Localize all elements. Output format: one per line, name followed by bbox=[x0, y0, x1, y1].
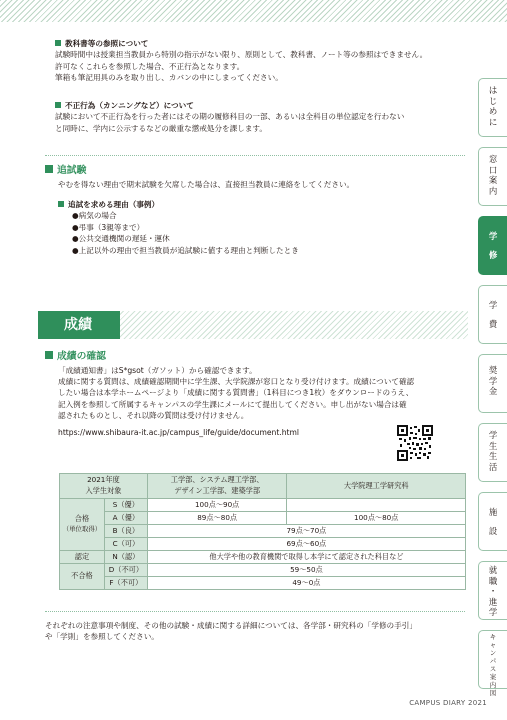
side-tab-facilities[interactable]: 施 設 bbox=[478, 492, 507, 551]
cheating-line: 試験において不正行為を行った者にはその期の履修科目の一部、あるいは全科目の単位認定を行わない bbox=[55, 112, 405, 122]
side-tab-contact[interactable]: 窓 口 案 内 bbox=[478, 147, 507, 206]
table-grade-cell: C（可） bbox=[104, 538, 147, 551]
side-tab-fees[interactable]: 学 費 bbox=[478, 285, 507, 344]
table-row bbox=[60, 499, 466, 512]
square-bullet-icon bbox=[55, 40, 61, 46]
grades-banner-title: 成績 bbox=[38, 311, 120, 339]
textbook-section bbox=[55, 38, 468, 84]
square-bullet-icon bbox=[45, 165, 53, 173]
side-tab-scholarship[interactable]: 奨 学 金 bbox=[478, 354, 507, 413]
cheating-heading: 不正行為（カンニングなど）について bbox=[55, 100, 468, 111]
table-row bbox=[60, 474, 466, 499]
cheating-section bbox=[55, 100, 468, 134]
grade-table bbox=[59, 473, 466, 590]
textbook-line: 許可なくこれらを参照した場合、不正行為となります。 bbox=[55, 61, 245, 71]
reasons-list bbox=[45, 210, 468, 256]
textbook-line: 筆箱も筆記用具のみを取り出し、カバンの中にしまってください。 bbox=[55, 73, 283, 83]
list-item: ●公共交通機関の遅延・運休 bbox=[72, 234, 170, 244]
divider bbox=[45, 611, 465, 612]
divider bbox=[45, 155, 465, 156]
list-item: ●病気の場合 bbox=[72, 211, 117, 221]
square-bullet-icon bbox=[55, 102, 61, 108]
top-hatch-band bbox=[0, 0, 507, 22]
side-tab-student-life[interactable]: 学 生 生 活 bbox=[478, 423, 507, 482]
closing-line: や「学則」を参照してください。 bbox=[45, 632, 159, 642]
table-grade-cell: F（不可） bbox=[104, 577, 147, 590]
table-cell: 69点〜60点 bbox=[147, 538, 465, 551]
table-cell: 49〜0点 bbox=[147, 577, 465, 590]
table-grade-cell: D（不可） bbox=[104, 564, 147, 577]
table-group-cell: 不合格 bbox=[60, 564, 105, 590]
side-tab-career[interactable]: 就 職 ・ 進 学 bbox=[478, 561, 507, 620]
makeup-section bbox=[45, 164, 468, 256]
table-cell: 他大学や他の教育機関で取得し本学にて認定された科目など bbox=[147, 551, 465, 564]
table-group-cell: 認定 bbox=[60, 551, 105, 564]
closing-line: それぞれの注意事項や制度、その他の試験・成績に関する詳細については、各学部・研究科の「学修の手引」 bbox=[45, 621, 417, 630]
cheating-line: と同時に、学内に公示するなどの厳重な懲戒処分を課します。 bbox=[55, 123, 268, 133]
textbook-line: 試験時間中は授業担当教員から特別の指示がない限り、原則として、教科書、ノート等の参照はできません。 bbox=[55, 50, 428, 60]
table-cell: 100点〜80点 bbox=[287, 512, 466, 525]
table-group-cell: 合格 （単位取得） bbox=[60, 499, 105, 551]
table-row bbox=[60, 577, 466, 590]
grades-line: したい場合は本学ホームページより「成績に関する質問書」（1科目につき1枚）をダウンロードのうえ、 bbox=[58, 388, 414, 398]
table-header-cell: 大学院理工学研究科 bbox=[287, 474, 466, 499]
table-cell: 79点〜70点 bbox=[147, 525, 465, 538]
makeup-text: やむを得ない理由で期末試験を欠席した場合は、直接担当教員に連絡をしてください。 bbox=[58, 179, 355, 189]
makeup-title: 追試験 bbox=[45, 164, 468, 179]
grades-url-link[interactable]: https://www.shibaura-it.ac.jp/campus_life/guide/document.html bbox=[58, 427, 300, 437]
grades-line: 「成績通知書」はS*gsot（ガソット）から確認できます。 bbox=[58, 365, 257, 375]
table-grade-cell: B（良） bbox=[104, 525, 147, 538]
grades-banner bbox=[38, 311, 468, 339]
square-bullet-icon bbox=[58, 201, 64, 207]
table-grade-cell: N（認） bbox=[104, 551, 147, 564]
side-tab-introduction[interactable]: は じ め に bbox=[478, 78, 507, 137]
qr-code-icon[interactable] bbox=[397, 425, 433, 461]
grades-line: 認されたものとし、それ以降の質問は受け付けません。 bbox=[58, 411, 249, 421]
list-item: ●上記以外の理由で担当教員が追試験に値する理由と判断したとき bbox=[72, 245, 299, 255]
table-row bbox=[60, 525, 466, 538]
grades-confirm-title: 成績の確認 bbox=[45, 350, 468, 365]
square-bullet-icon bbox=[45, 351, 53, 359]
table-row bbox=[60, 538, 466, 551]
table-row bbox=[60, 564, 466, 577]
reasons-heading: 追試を求める理由（事例） bbox=[45, 199, 468, 210]
closing-note bbox=[45, 620, 468, 643]
table-row bbox=[60, 512, 466, 525]
footer-title: CAMPUS DIARY 2021 bbox=[409, 699, 487, 707]
table-header-cell: 2021年度 入学生対象 bbox=[60, 474, 148, 499]
table-header-cell: 工学部、システム理工学部、 デザイン工学部、建築学部 bbox=[147, 474, 287, 499]
side-tab-study[interactable]: 学 修 bbox=[478, 216, 507, 275]
textbook-heading: 教科書等の参照について bbox=[55, 38, 468, 49]
table-cell: 89点〜80点 bbox=[147, 512, 287, 525]
table-cell bbox=[287, 499, 466, 512]
table-grade-cell: S（優） bbox=[104, 499, 147, 512]
table-row bbox=[60, 551, 466, 564]
table-cell: 59〜50点 bbox=[147, 564, 465, 577]
list-item: ●弔事（3親等まで） bbox=[72, 222, 145, 232]
table-cell: 100点〜90点 bbox=[147, 499, 287, 512]
table-grade-cell: A（優） bbox=[104, 512, 147, 525]
grades-line: 記入例を参照して所属するキャンパスの学生課にメールにて提出してください。申し出がない場合は確 bbox=[58, 399, 407, 409]
side-tab-campus-map[interactable]: キ ャ ン パ ス 案 内 図 bbox=[478, 630, 507, 689]
grades-line: 成績に関する質問は、成績確認期間中に学生課、大学院課が窓口となり受け付けます。成績について確認 bbox=[58, 377, 415, 387]
